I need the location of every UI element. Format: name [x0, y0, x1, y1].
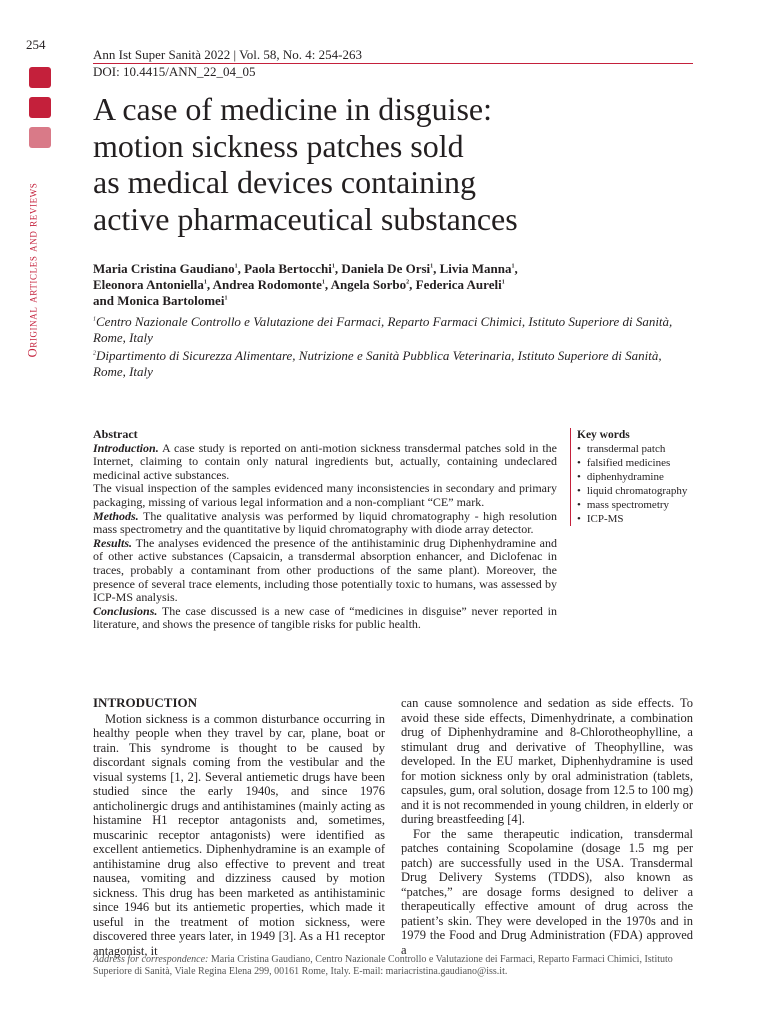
author-name: and Monica Bartolomei — [93, 293, 225, 308]
introduction-paragraph-1-continued: can cause somnolence and sedation as side effects. To avoid these side effects, Dimenhydrinate, a combination drug of Diphenhydramine and 8-Chlorotheophylline, a stimulant drug and derivative of Theophylline, was developed. In the EU market, Diphenhydramine is used for motion sickness only by oral administration (tablets, capsules, gum, oral solution, dosage from 12.5 to 100 mg) and it is not recommended in young children, in elderly or during breastfeeding [4]. — [401, 696, 693, 826]
author-aff: 2 — [406, 279, 410, 286]
abstract-conclusions-text: The case discussed is a new case of “medicines in disguise” never reported in literature, and shows the presence of tangible risks for public health. — [93, 603, 557, 632]
abstract — [93, 428, 557, 632]
abstract-methods — [93, 510, 557, 537]
decor-square-3 — [29, 127, 51, 148]
title-line: active pharmaceutical substances — [93, 200, 518, 237]
affiliation-number: 1 — [93, 316, 96, 323]
author-aff: 1 — [430, 263, 434, 270]
keywords-list — [577, 442, 717, 526]
doi-link[interactable]: DOI: 10.4415/ANN_22_04_05 — [93, 64, 256, 79]
article-title — [93, 91, 693, 237]
abstract-conclusions-label: Conclusions. — [93, 603, 158, 618]
author-sep: , — [514, 261, 518, 276]
author-sep: , — [409, 277, 416, 292]
affiliation — [93, 314, 693, 346]
correspondence-text: Maria Cristina Gaudiano, Centro Nazionale Controllo e Valutazione dei Farmaci, Reparto Farmaci Chimici, Istituto Superiore di Sanità, Viale Regina Elena 299, 00161 Rome, Italy. E-mail: mariacristina.gaudiano@iss.it. — [93, 954, 673, 977]
author-aff: 1 — [511, 263, 515, 270]
author-name: Eleonora Antoniella — [93, 277, 204, 292]
author-sep: , — [324, 277, 331, 292]
author-name: Daniela De Orsi — [341, 261, 431, 276]
author-list — [93, 261, 693, 309]
author-sep: , — [334, 261, 342, 276]
abstract-intro-text-2: The visual inspection of the samples evidenced many inconsistencies in secondary and primary packaging, missing of various legal information and a non-compliant “CE” mark. — [93, 481, 557, 509]
abstract-intro-label: Introduction. — [93, 440, 159, 455]
author-name: Livia Manna — [439, 261, 512, 276]
keywords-heading: Key words — [577, 429, 630, 441]
keywords-box — [570, 428, 717, 526]
correspondence-address — [93, 954, 693, 978]
affiliation-text: Centro Nazionale Controllo e Valutazione dei Farmaci, Reparto Farmaci Chimici, Istituto Superiore di Sanità, Rome, Italy — [93, 314, 673, 345]
decor-square-1 — [29, 67, 51, 88]
keyword-item: • falsified medicines — [577, 456, 717, 470]
author-name: Angela Sorbo — [330, 277, 407, 292]
author-line — [93, 261, 693, 277]
keyword-item: • ICP-MS — [577, 512, 717, 526]
author-aff: 1 — [331, 263, 335, 270]
affiliations — [93, 314, 693, 382]
body-column-right — [401, 696, 693, 957]
affiliation-text: Dipartimento di Sicurezza Alimentare, Nutrizione e Sanità Pubblica Veterinaria, Istituto Superiore di Sanità, Rome, Italy — [93, 348, 662, 379]
title-line: A case of medicine in disguise: — [93, 91, 493, 127]
introduction-paragraph-2: For the same therapeutic indication, transdermal patches containing Scopolamine (dosage 1.5 mg per patch) are successfully used in the USA. Transdermal Drug Delivery Systems (TDDS), also known as “patches,” are dosage forms designed to deliver a therapeutically effective amount of drug across the patient’s skin. They were developed in the 1970s and in 1979 the Food and Drug Administration (FDA) approved a — [401, 826, 693, 957]
title-line: as medical devices containing — [93, 164, 476, 200]
section-side-label — [21, 160, 45, 380]
correspondence-label: Address for correspondence: — [93, 954, 209, 965]
author-line — [93, 277, 693, 293]
journal-citation: Ann Ist Super Sanità 2022 | Vol. 58, No. 4: 254-263 — [93, 47, 362, 62]
author-aff: 1 — [224, 295, 228, 302]
abstract-results — [93, 537, 557, 605]
author-name: Paola Bertocchi — [244, 261, 332, 276]
page-number: 254 — [26, 37, 46, 52]
abstract-methods-label: Methods. — [93, 508, 139, 523]
author-name: Andrea Rodomonte — [212, 277, 322, 292]
author-sep: , — [433, 261, 440, 276]
author-aff: 1 — [234, 263, 238, 270]
affiliation-number: 2 — [93, 350, 96, 357]
keyword-item: • diphenhydramine — [577, 470, 717, 484]
decor-square-2 — [29, 97, 51, 118]
keyword-item: • transdermal patch — [577, 442, 717, 456]
author-name: Federica Aureli — [415, 277, 502, 292]
abstract-intro-text: A case study is reported on anti-motion sickness transdermal patches sold in the Internet, claiming to contain only natural ingredients but, actually, containing undeclared medicinal active substances. — [93, 440, 557, 482]
keyword-item: • mass spectrometry — [577, 498, 717, 512]
author-aff: 1 — [501, 279, 505, 286]
introduction-heading: INTRODUCTION — [93, 695, 198, 710]
author-name: Maria Cristina Gaudiano — [93, 261, 235, 276]
abstract-results-text: The analyses evidenced the presence of the antihistaminic drug Diphenhydramine and of other active substances (Capsaicin, a transdermal absorption enhancer, and Diclofenac in traces, probably a contaminant from other productions of the same plant). Moreover, the presence of several trace elements, including those potentially toxic to humans, was assessed by ICP-MS analysis. — [93, 535, 557, 605]
abstract-introduction — [93, 442, 557, 483]
abstract-conclusions — [93, 605, 557, 632]
side-label-text: Original articles and reviews — [25, 182, 40, 358]
author-aff: 1 — [321, 279, 325, 286]
author-sep: , — [237, 261, 245, 276]
abstract-results-label: Results. — [93, 535, 133, 550]
affiliation — [93, 348, 693, 380]
abstract-heading: Abstract — [93, 427, 138, 441]
abstract-methods-text: The qualitative analysis was performed by liquid chromatography - high resolution mass spectrometry and the quantitative by liquid chromatography with diode array detector. — [93, 508, 557, 537]
author-aff: 1 — [203, 279, 207, 286]
author-sep: , — [206, 277, 213, 292]
author-line — [93, 293, 693, 309]
body-column-left — [93, 696, 385, 958]
introduction-paragraph-1: Motion sickness is a common disturbance occurring in healthy people when they travel by car, plane, boat or train. This syndrome is thought to be caused by discordant signals coming from the vestibular and the visual systems [1, 2]. Several antiemetic drugs have been studied since the early 1940s, and since 1976 anticholinergic drugs and antihistamines (mainly acting as histamine H1 receptor antagonists and, sometimes, muscarinic receptor antagonists) were identified as excellent antiemetics. Diphenhydramine is an example of antihistamine drug also effective to prevent and treat nausea, vomiting and dizziness caused by motion sickness. This drug has been marketed as antihistaminic since 1946 but its antiemetic properties, which made it useful in the treatment of motion sickness, were discovered three years later, in 1949 [3]. As a H1 receptor antagonist, it — [93, 711, 385, 958]
title-line: motion sickness patches sold — [93, 127, 464, 164]
keyword-item: • liquid chromatography — [577, 484, 717, 498]
